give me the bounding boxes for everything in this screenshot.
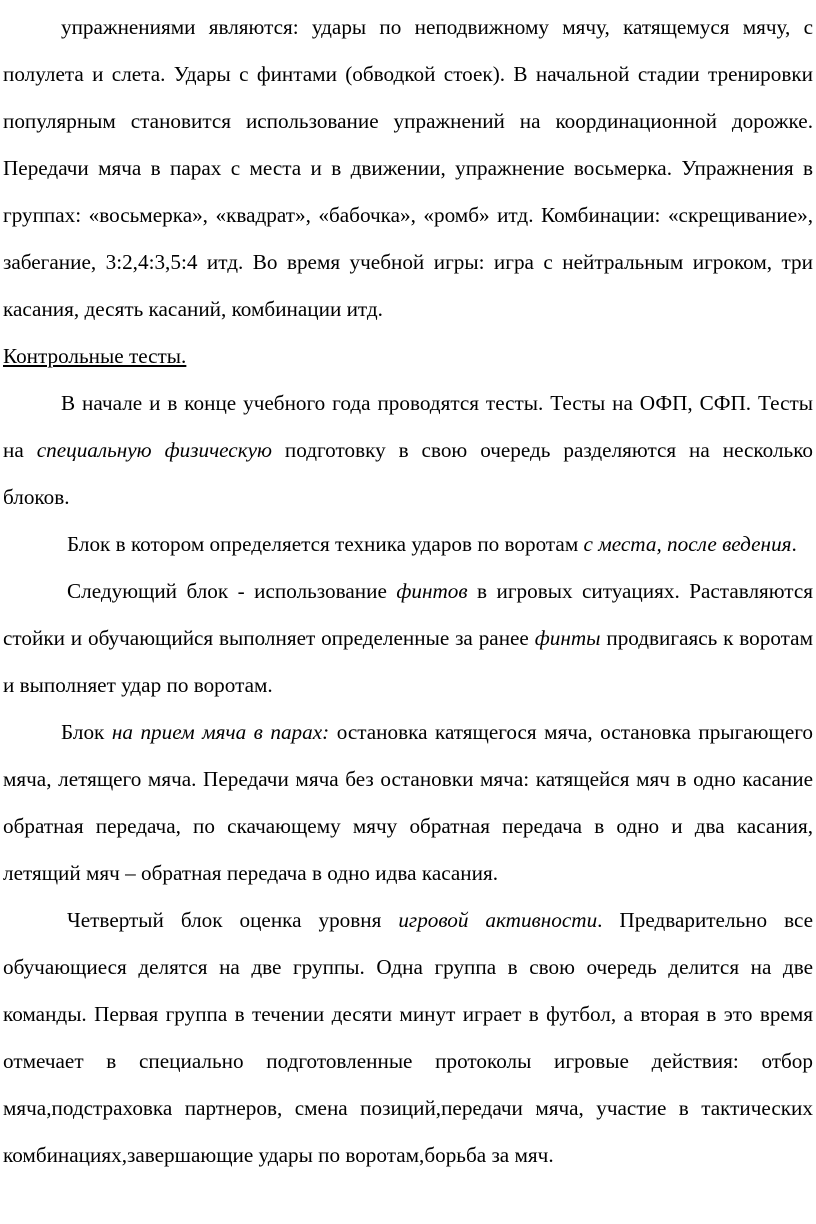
text-segment: . Предварительно все обучающиеся делятся на две группы. Одна группа в свою очередь делится на две команды. Первая группа в течении десяти минут играет в футбол, а вторая в это время отмечает в специально подготовленные протоколы игровые действия: отбор мяча,подстраховка партнеров, смена позиций,передачи мяча, участие в тактических комбинациях,завершающие удары по воротам,борьба за мяч. <box>3 908 814 1167</box>
italic-segment: на прием мяча в парах: <box>111 720 330 744</box>
text-segment: . <box>791 532 797 556</box>
italic-segment: специальную физическую <box>36 438 272 462</box>
paragraph-exercises: упражнениями являются: удары по неподвижному мячу, катящемуся мячу, с полулета и слета. Удары с финтами (обводкой стоек). В начальной стадии тренировки популярным становится использование упражнений на координационной дорожке. Передачи мяча в парах с места и в движении, упражнение восьмерка. Упражнения в группах: «восьмерка», «квадрат», «бабочка», «ромб» итд. Комбинации: «скрещивание», забегание, 3:2,4:3,5:4 итд. Во время учебной игры: игра с нейтральным игроком, три касания, десять касаний, комбинации итд. <box>3 15 813 321</box>
text-segment: Блок в котором определяется техника ударов по воротам <box>67 532 584 556</box>
paragraph-game-activity-block <box>3 897 813 1179</box>
section-heading <box>3 333 813 380</box>
text-segment: подготовку в свою очередь разделяются на несколько блоков. <box>3 438 814 509</box>
paragraph-shooting-block <box>3 521 813 568</box>
italic-segment: финтов <box>396 579 468 603</box>
text-segment: Блок <box>61 720 112 744</box>
text-segment: продвигаясь к воротам и выполняет удар по воротам. <box>3 626 813 697</box>
text-segment: Следующий блок - использование <box>67 579 397 603</box>
italic-segment: с места, после ведения <box>583 532 792 556</box>
paragraph-tests-intro <box>3 380 813 521</box>
paragraph-feints-block <box>3 568 813 709</box>
italic-segment: финты <box>534 626 601 650</box>
text-segment: Четвертый блок оценка уровня <box>67 908 399 932</box>
paragraph-receiving-block <box>3 709 813 897</box>
text-segment: остановка катящегося мяча, остановка прыгающего мяча, летящего мяча. Передачи мяча без остановки мяча: катящейся мяч в одно касание обратная передача, по скачающему мячу обратная передача в одно и два касания, летящий мяч – обратная передача в одно идва касания. <box>3 720 813 885</box>
italic-segment: игровой активности <box>398 908 598 932</box>
text-segment: в игровых ситуациях. Раставляются стойки и обучающийся выполняет определенные за ранее <box>3 579 813 650</box>
text-segment: В начале и в конце учебного года проводятся тесты. Тесты на ОФП, СФП. Тесты на <box>3 391 813 462</box>
section-heading-text: Контрольные тесты. <box>3 344 187 368</box>
